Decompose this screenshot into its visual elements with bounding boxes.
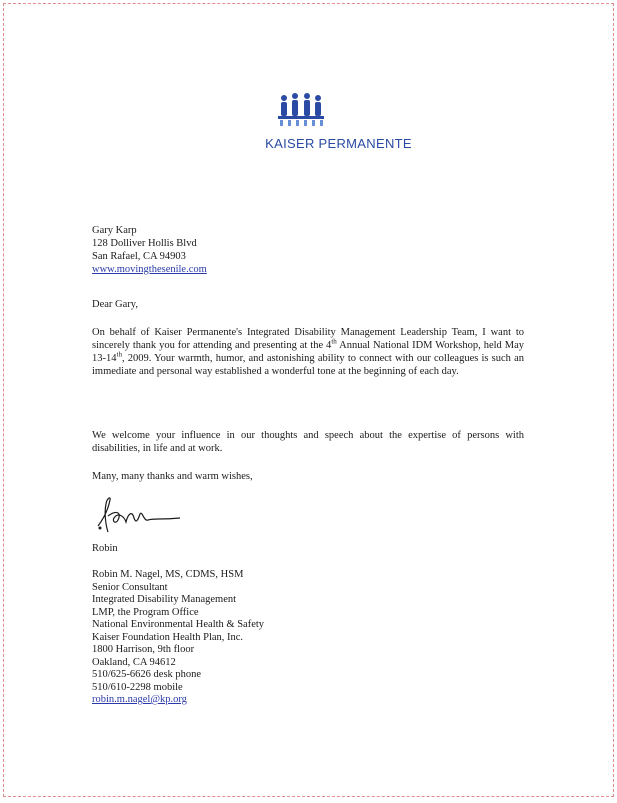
ordinal-suffix: th bbox=[331, 337, 337, 346]
brand-name bbox=[4, 136, 613, 151]
sig-line: Oakland, CA 94612 bbox=[92, 656, 176, 668]
sig-line: National Environmental Health & Safety bbox=[92, 619, 265, 630]
recipient-address bbox=[92, 224, 524, 276]
recipient-name: Gary Karp bbox=[92, 225, 137, 236]
sig-line: Senior Consultant bbox=[92, 581, 168, 593]
sig-line: 1800 Harrison, 9th floor bbox=[92, 644, 195, 655]
paragraph-1-text-a: On behalf of Kaiser Permanente's Integrated Disability Management Leadership Team, I want to sincerely thank you for attending and presenting at the 4 bbox=[92, 327, 524, 351]
letter-page bbox=[3, 3, 614, 797]
sig-line: Integrated Disability Management bbox=[92, 594, 237, 605]
salutation: Dear Gary, bbox=[92, 299, 138, 310]
signer-name: Robin bbox=[92, 543, 118, 554]
paragraph-1 bbox=[92, 326, 524, 378]
ordinal-suffix-2: th bbox=[116, 350, 122, 359]
signature-block bbox=[92, 569, 524, 707]
people-logo-icon bbox=[276, 92, 326, 128]
sig-line: 510/625-6626 desk phone bbox=[92, 669, 202, 680]
sig-line: LMP, the Program Office bbox=[92, 606, 199, 618]
recipient-city: San Rafael, CA 94903 bbox=[92, 251, 186, 262]
sig-line: 510/610-2298 mobile bbox=[92, 681, 183, 693]
recipient-street: 128 Dolliver Hollis Blvd bbox=[92, 238, 197, 249]
brand-text: KAISER PERMANENTE bbox=[265, 136, 412, 151]
paragraph-2: We welcome your influence in our thoughts and speech about the expertise of persons with disabilities, in life and at work. bbox=[92, 430, 524, 454]
sig-line: Kaiser Foundation Health Plan, Inc. bbox=[92, 631, 244, 643]
sig-line: Robin M. Nagel, MS, CDMS, HSM bbox=[92, 569, 244, 580]
recipient-website-link[interactable]: www.movingthesenile.com bbox=[92, 264, 207, 275]
email-link[interactable]: robin.m.nagel@kp.org bbox=[92, 694, 187, 705]
closing: Many, many thanks and warm wishes, bbox=[92, 471, 253, 482]
paragraph-1-text-b: Annual National IDM Workshop, held May 13-14 bbox=[92, 340, 524, 364]
handwritten-signature bbox=[94, 492, 184, 536]
paragraph-1-text-c: , 2009. Your warmth, humor, and astonishing ability to connect with our colleagues is such an immediate and personal way established a wonderful tone at the beginning of each day. bbox=[92, 353, 524, 377]
